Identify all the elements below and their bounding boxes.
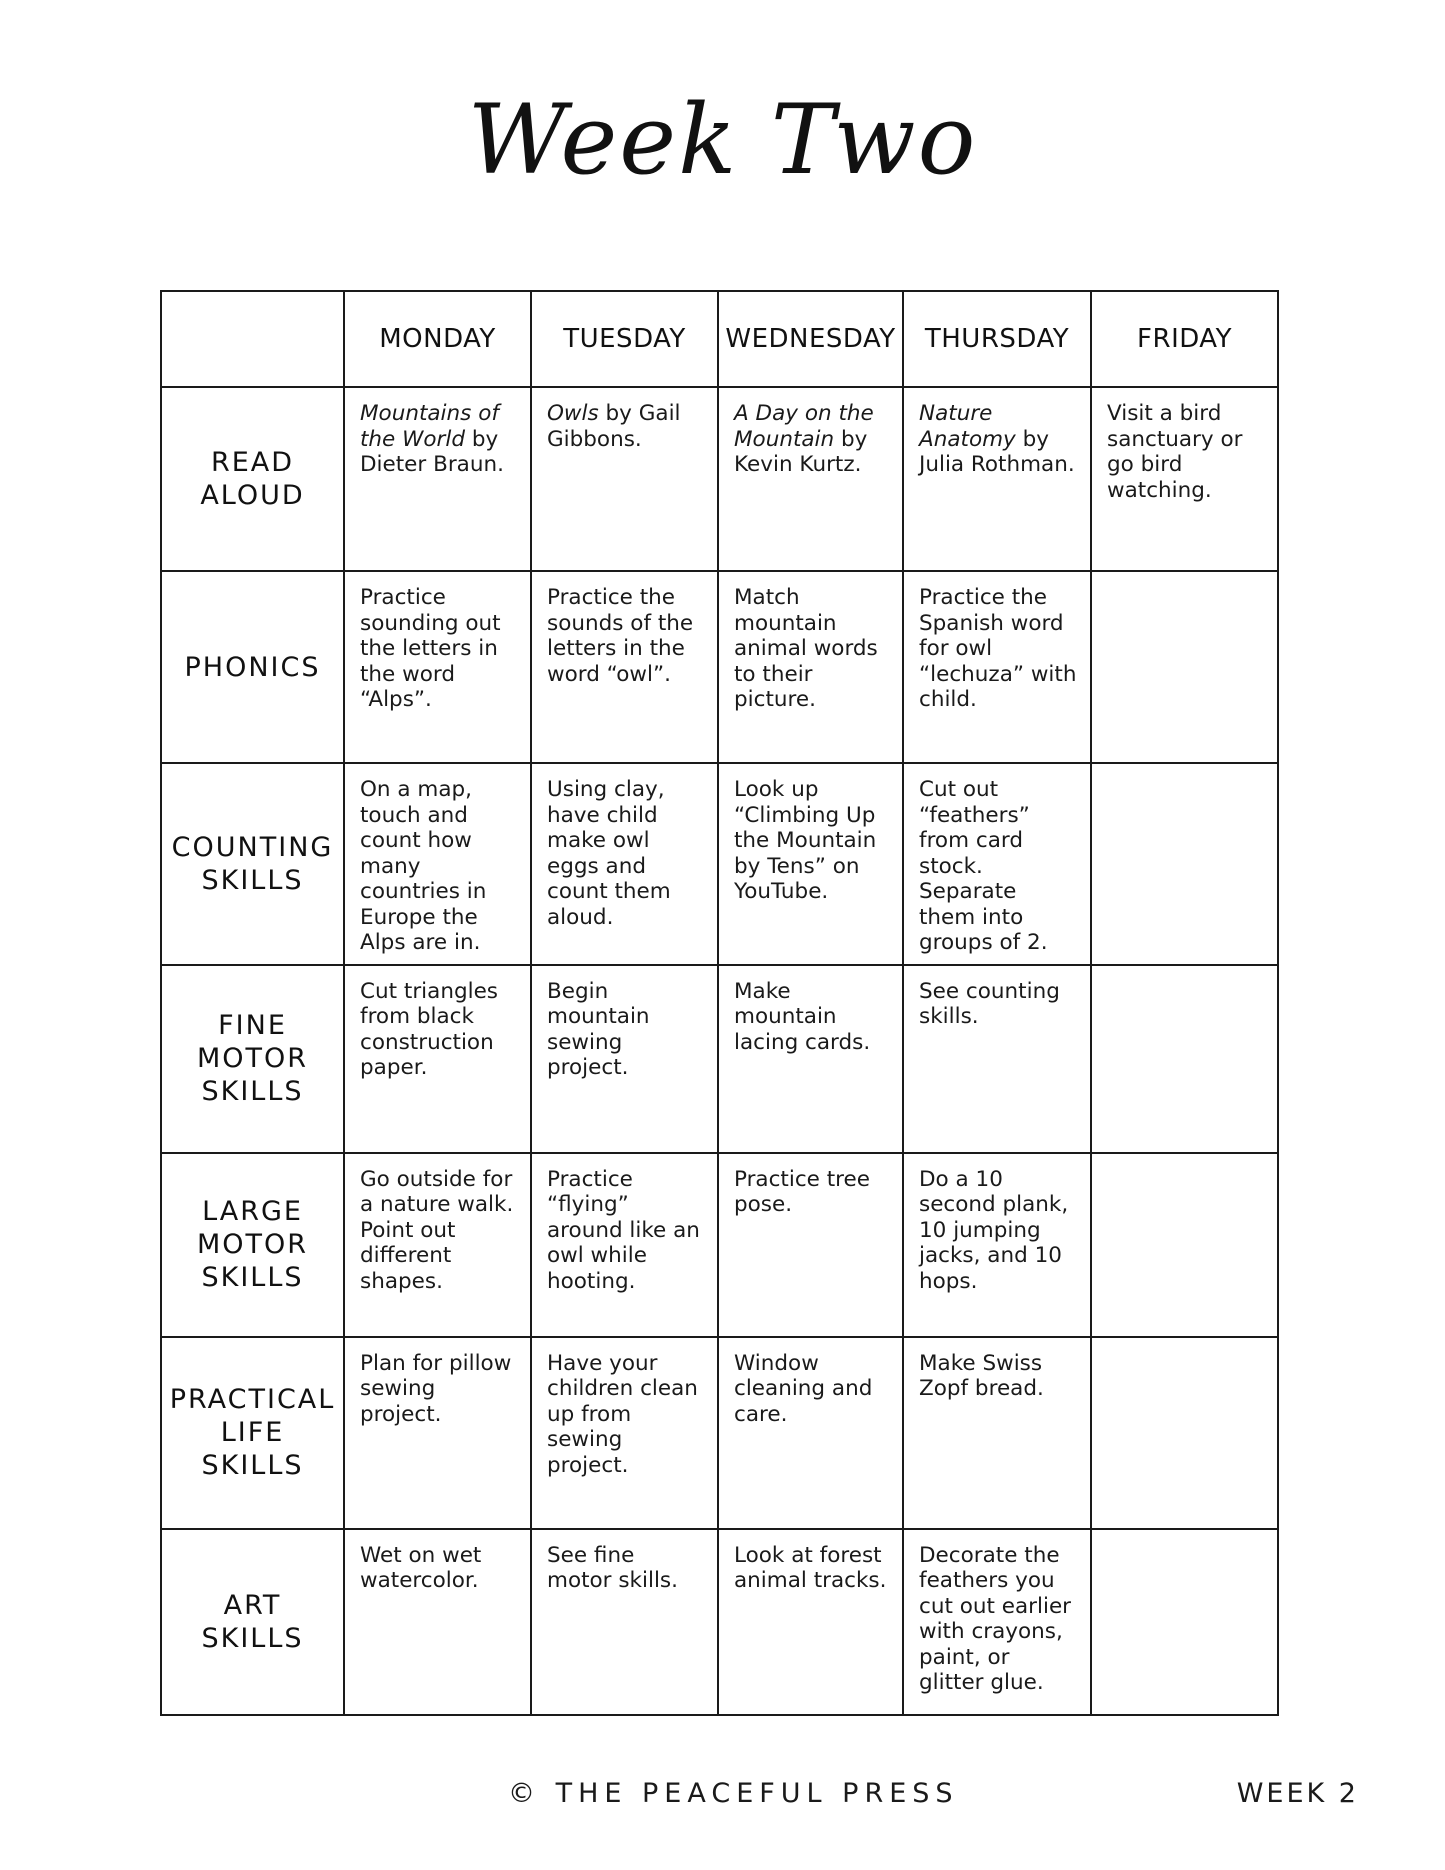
activity-description: by Kevin Kurtz. — [734, 426, 868, 477]
activity-cell-practical-life-skills-wednesday — [718, 1337, 903, 1529]
activity-description: Practice tree pose. — [734, 1166, 870, 1217]
activity-text — [1092, 388, 1277, 511]
row-label-counting-skills — [161, 763, 344, 965]
activity-text — [345, 572, 530, 721]
row-label-art-skills — [161, 1529, 344, 1715]
activity-cell-practical-life-skills-tuesday — [531, 1337, 718, 1529]
activity-text — [532, 1530, 717, 1602]
row-label-line: PRACTICAL — [169, 1384, 336, 1415]
activity-text — [345, 966, 530, 1089]
day-header-wednesday: WEDNESDAY — [718, 291, 903, 387]
activity-text — [719, 1530, 902, 1602]
activity-cell-large-motor-skills-wednesday — [718, 1153, 903, 1337]
activity-cell-counting-skills-thursday — [903, 763, 1091, 965]
activity-description: Plan for pillow sewing project. — [360, 1350, 512, 1427]
activity-description: Practice the Spanish word for owl “lechuza” with child. — [919, 585, 1077, 712]
row-fine-motor-skills — [161, 965, 1278, 1153]
row-label-line: SKILLS — [201, 1076, 304, 1107]
activity-text — [719, 1154, 902, 1226]
activity-cell-fine-motor-skills-thursday — [903, 965, 1091, 1153]
activity-description: See fine motor skills. — [547, 1542, 678, 1593]
day-header-tuesday: TUESDAY — [531, 291, 718, 387]
row-label-line: SKILLS — [201, 1450, 304, 1481]
activity-cell-large-motor-skills-thursday — [903, 1153, 1091, 1337]
activity-cell-practical-life-skills-thursday — [903, 1337, 1091, 1529]
activity-cell-large-motor-skills-tuesday — [531, 1153, 718, 1337]
activity-text — [1092, 1530, 1277, 1551]
activity-text — [345, 1338, 530, 1436]
activity-description: Begin mountain sewing project. — [547, 978, 650, 1080]
activity-cell-read-aloud-friday — [1091, 387, 1278, 571]
activity-cell-art-skills-thursday — [903, 1529, 1091, 1715]
activity-description: See counting skills. — [919, 978, 1060, 1029]
row-read-aloud — [161, 387, 1278, 571]
activity-text — [904, 1530, 1090, 1704]
activity-text — [345, 1154, 530, 1303]
activity-cell-practical-life-skills-monday — [344, 1337, 531, 1529]
activity-description: Cut out “feathers” from card stock. Separate them into groups of 2. — [919, 777, 1048, 955]
activity-text — [532, 764, 717, 938]
activity-description: Wet on wet watercolor. — [360, 1542, 482, 1593]
activity-text — [1092, 1338, 1277, 1359]
activity-cell-read-aloud-tuesday — [531, 387, 718, 571]
activity-text — [1092, 1154, 1277, 1175]
book-title: A Day on the Mountain — [734, 401, 874, 452]
row-label-line: COUNTING — [171, 831, 334, 863]
activity-text — [904, 572, 1090, 721]
activity-description: Have your children clean up from sewing project. — [547, 1350, 698, 1478]
activity-text — [719, 966, 902, 1064]
activity-text — [904, 1338, 1090, 1410]
activity-description: Cut triangles from black construction paper. — [360, 978, 498, 1080]
activity-text — [1092, 966, 1277, 987]
activity-description: by Julia Rothman. — [919, 426, 1075, 477]
activity-description: Window cleaning and care. — [734, 1350, 873, 1427]
activity-cell-fine-motor-skills-friday — [1091, 965, 1278, 1153]
activity-text — [345, 388, 530, 486]
activity-cell-art-skills-wednesday — [718, 1529, 903, 1715]
activity-cell-practical-life-skills-friday — [1091, 1337, 1278, 1529]
page-title: Week Two — [467, 84, 978, 196]
activity-text — [904, 966, 1090, 1038]
day-header-thursday: THURSDAY — [903, 291, 1091, 387]
row-label-large-motor-skills — [161, 1153, 344, 1337]
row-label-line: SKILLS — [201, 1262, 304, 1293]
row-label-line: SKILLS — [201, 864, 304, 896]
activity-description: Make Swiss Zopf bread. — [919, 1350, 1044, 1401]
activity-cell-counting-skills-wednesday — [718, 763, 903, 965]
activity-cell-phonics-monday — [344, 571, 531, 763]
day-header-monday: MONDAY — [344, 291, 531, 387]
book-title: Nature Anatomy — [919, 401, 1016, 452]
row-label-line: PHONICS — [184, 651, 321, 683]
activity-cell-fine-motor-skills-tuesday — [531, 965, 718, 1153]
activity-text — [1092, 572, 1277, 593]
activity-cell-art-skills-friday — [1091, 1529, 1278, 1715]
row-label-line: FINE — [218, 1010, 287, 1041]
row-label-line: ART — [223, 1589, 282, 1621]
activity-text — [532, 572, 717, 695]
corner-cell — [161, 291, 344, 387]
activity-text — [904, 388, 1090, 486]
activity-cell-read-aloud-monday — [344, 387, 531, 571]
activity-text — [532, 966, 717, 1089]
activity-description: Visit a bird sanctuary or go bird watching. — [1107, 401, 1243, 503]
activity-cell-fine-motor-skills-monday — [344, 965, 531, 1153]
activity-cell-counting-skills-monday — [344, 763, 531, 965]
header-row — [161, 291, 1278, 387]
activity-cell-counting-skills-tuesday — [531, 763, 718, 965]
row-label-practical-life-skills — [161, 1337, 344, 1529]
activity-description: by Dieter Braun. — [360, 426, 504, 477]
activity-text — [904, 1154, 1090, 1303]
activity-description: Match mountain animal words to their picture. — [734, 585, 878, 712]
row-label-line: MOTOR — [196, 1229, 309, 1260]
row-large-motor-skills — [161, 1153, 1278, 1337]
activity-description: Do a 10 second plank, 10 jumping jacks, and 10 hops. — [919, 1166, 1069, 1294]
activity-text — [719, 764, 902, 913]
footer-week-number: WEEK 2 — [1236, 1778, 1359, 1809]
activity-cell-large-motor-skills-friday — [1091, 1153, 1278, 1337]
activity-cell-fine-motor-skills-wednesday — [718, 965, 903, 1153]
activity-cell-phonics-wednesday — [718, 571, 903, 763]
activity-text — [719, 1338, 902, 1436]
activity-cell-art-skills-monday — [344, 1529, 531, 1715]
footer-credit: © THE PEACEFUL PRESS — [508, 1778, 959, 1809]
row-label-line: LIFE — [220, 1417, 285, 1448]
activity-description: Decorate the feathers you cut out earlier with crayons, paint, or glitter glue. — [919, 1542, 1072, 1695]
activity-text — [719, 388, 902, 486]
row-phonics — [161, 571, 1278, 763]
activity-cell-counting-skills-friday — [1091, 763, 1278, 965]
activity-description: Practice sounding out the letters in the word “Alps”. — [360, 585, 501, 712]
activity-description: On a map, touch and count how many countries in Europe the Alps are in. — [360, 777, 487, 955]
row-practical-life-skills — [161, 1337, 1278, 1529]
activity-text — [719, 572, 902, 721]
row-counting-skills — [161, 763, 1278, 965]
row-label-line: ALOUD — [200, 480, 305, 511]
activity-text — [345, 1530, 530, 1602]
weekly-schedule-table — [160, 290, 1279, 1716]
activity-text — [532, 388, 717, 460]
activity-text — [532, 1338, 717, 1487]
activity-description: by Gail Gibbons. — [547, 401, 681, 452]
book-title: Owls — [547, 401, 599, 426]
activity-description: Practice “flying” around like an owl while hooting. — [547, 1166, 700, 1294]
row-label-read-aloud — [161, 387, 344, 571]
activity-text — [1092, 764, 1277, 785]
activity-text — [345, 764, 530, 964]
activity-description: Practice the sounds of the letters in the word “owl”. — [547, 585, 694, 687]
book-title: Mountains of the World — [360, 401, 499, 452]
row-art-skills — [161, 1529, 1278, 1715]
activity-description: Using clay, have child make owl eggs and count them aloud. — [547, 777, 671, 930]
activity-cell-read-aloud-wednesday — [718, 387, 903, 571]
activity-description: Look at forest animal tracks. — [734, 1542, 887, 1593]
activity-cell-art-skills-tuesday — [531, 1529, 718, 1715]
activity-cell-phonics-friday — [1091, 571, 1278, 763]
row-label-line: MOTOR — [196, 1043, 309, 1074]
day-header-friday: FRIDAY — [1091, 291, 1278, 387]
row-label-line: LARGE — [202, 1196, 303, 1227]
activity-cell-read-aloud-thursday — [903, 387, 1091, 571]
row-label-line: SKILLS — [201, 1622, 304, 1654]
row-label-line: READ — [210, 447, 295, 478]
row-label-fine-motor-skills — [161, 965, 344, 1153]
activity-description: Make mountain lacing cards. — [734, 978, 871, 1055]
activity-text — [904, 764, 1090, 964]
row-label-phonics — [161, 571, 344, 763]
activity-description: Go outside for a nature walk. Point out different shapes. — [360, 1166, 514, 1294]
activity-cell-phonics-thursday — [903, 571, 1091, 763]
activity-cell-phonics-tuesday — [531, 571, 718, 763]
activity-cell-large-motor-skills-monday — [344, 1153, 531, 1337]
activity-text — [532, 1154, 717, 1303]
activity-description: Look up “Climbing Up the Mountain by Tens” on YouTube. — [734, 777, 877, 904]
